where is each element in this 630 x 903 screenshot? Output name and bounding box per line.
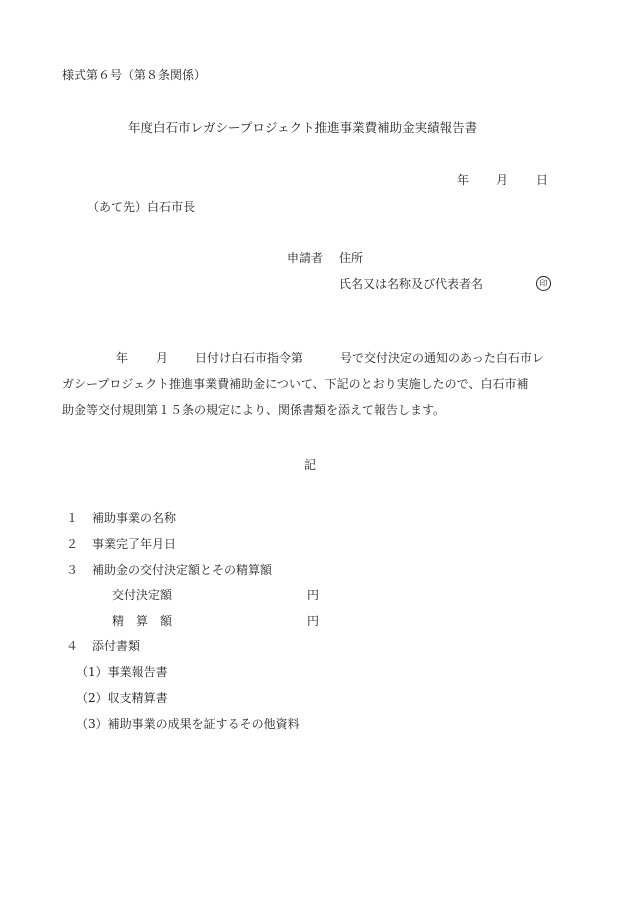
amount-unit: 円: [307, 614, 320, 628]
item-label: 事業完了年月日: [92, 537, 177, 551]
body-line-3: 助金等交付規則第１５条の規定により、関係書類を添えて報告します。: [62, 403, 446, 417]
attachment-item: （2）収支精算書: [76, 691, 168, 705]
item-label: 添付書類: [92, 639, 141, 653]
date-day: 日: [536, 173, 549, 187]
seal-mark: 印: [536, 276, 551, 291]
amount-label: 精 算 額: [112, 614, 173, 628]
body-mid: 日付け白石市指令第: [195, 351, 304, 365]
item-number: ４: [66, 639, 79, 653]
ki-heading: 記: [304, 458, 317, 472]
item-number: １: [66, 511, 79, 525]
attachment-item: （1）事業報告書: [76, 665, 168, 679]
attachment-item: （3）補助事業の成果を証するその他資料: [76, 717, 300, 731]
amount-label: 交付決定額: [112, 588, 173, 602]
body-line-2: ガシープロジェクト推進事業費補助金について、下記のとおり実施したので、白石市補: [62, 377, 529, 391]
item-number: ３: [66, 563, 79, 577]
body-month: 月: [156, 351, 169, 365]
body-end: 号で交付決定の通知のあった白石市レ: [340, 351, 544, 365]
address-label: 住所: [339, 251, 364, 265]
body-year: 年: [116, 351, 129, 365]
amount-unit: 円: [307, 588, 320, 602]
date-month: 月: [496, 173, 509, 187]
name-label: 氏名又は名称及び代表者名: [339, 277, 484, 291]
document-title: 年度白石市レガシープロジェクト推進事業費補助金実績報告書: [128, 120, 478, 135]
form-number: 様式第６号（第８条関係）: [62, 68, 207, 82]
addressee: （あて先）白石市長: [87, 200, 196, 214]
item-number: ２: [66, 537, 79, 551]
date-year: 年: [457, 173, 470, 187]
applicant-label: 申請者: [287, 251, 324, 265]
item-label: 補助金の交付決定額とその精算額: [92, 563, 273, 577]
item-label: 補助事業の名称: [92, 511, 177, 525]
